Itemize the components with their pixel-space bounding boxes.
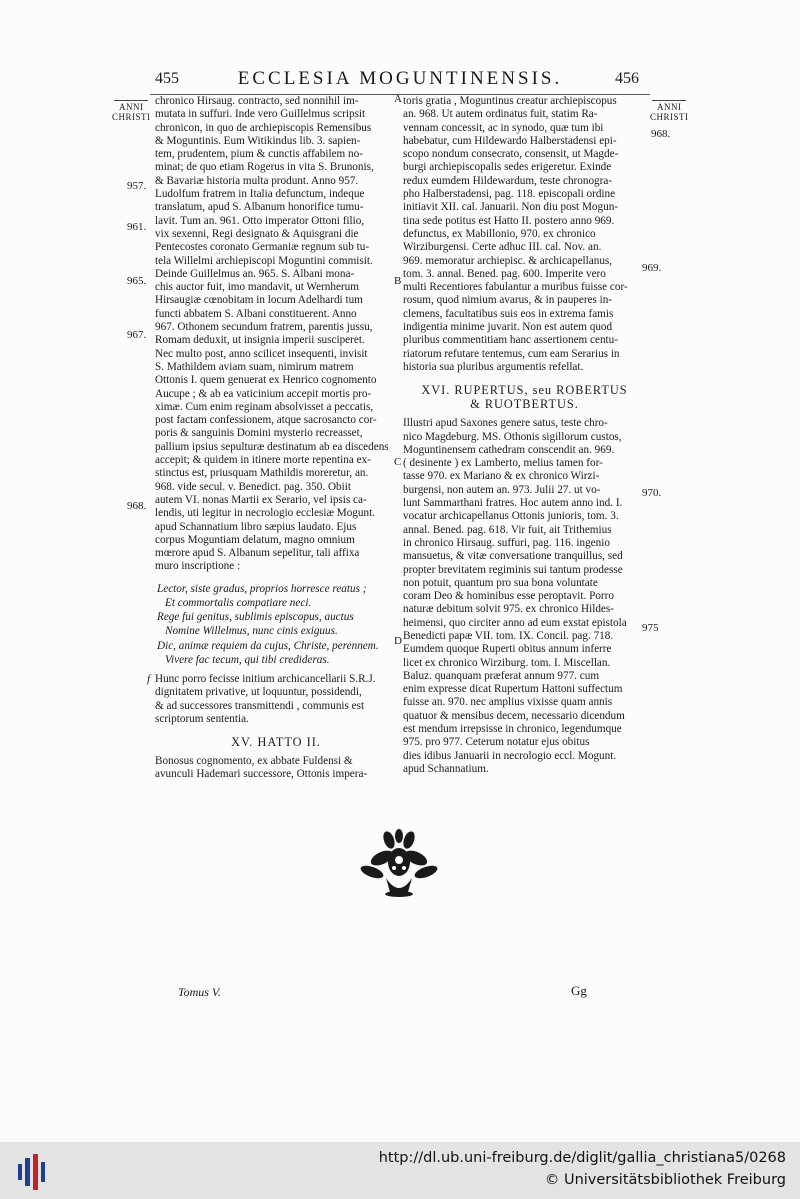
text-line: Romam deduxit, ut insignia imperii susciperet.	[155, 334, 365, 347]
text-line: scopo nondum consecrato, consensit, ut Magde-	[403, 148, 619, 161]
text-line: post factam confessionem, atque sacrosancto cor-	[155, 414, 377, 427]
text-line: chronico Hirsaug. contracto, sed nonnihil im-	[155, 95, 359, 107]
text-line: vennam concessit, ac in synodo, quæ tum ibi	[403, 121, 604, 134]
text-line: burgensi, non autem an. 973. Julii 27. ut vo-	[403, 483, 601, 496]
anni-christi-left	[112, 100, 151, 122]
text-line: lunt Sammarthani fratres. Hoc autem anno ind. I.	[403, 497, 623, 510]
floral-ornament	[356, 828, 442, 898]
text-line: coram Deo & hominibus esse peroptavit. Porro	[403, 590, 614, 603]
margin-year-975: 975	[642, 622, 659, 634]
epitaph-inscription	[157, 582, 397, 667]
margin-year-969: 969.	[642, 262, 662, 274]
text-line: pho Halberstadensi, pag. 118. episcopali ordine	[403, 188, 616, 201]
text-line: & Bavariæ historia multa produnt. Anno 957.	[155, 174, 359, 187]
margin-year-968-top: 968.	[651, 128, 671, 140]
text-line: quatuor & mensibus decem, necessario dicendum	[403, 709, 625, 722]
hatto-section-body	[155, 755, 397, 782]
text-line: 968. vide secul. v. Benedict. pag. 350. Obiit	[155, 480, 351, 493]
section-heading-rupertus-line1: XVI. RUPERTUS, seu ROBERTUS	[421, 383, 628, 398]
text-line: tem, prudentem, pium & cunctis affabilem no-	[155, 148, 363, 161]
margin-year-967: 967.	[127, 329, 147, 341]
text-line: nico Magdeburg. MS. Othonis sigillorum custos,	[403, 430, 622, 443]
text-line: habebatur, cum Hildewardo Halberstadensi epi-	[403, 134, 617, 147]
text-line: indigentia minime juvarit. Non est autem quod	[403, 321, 613, 334]
text-line: lavit. Tum an. 961. Otto imperator Ottoni filio,	[155, 214, 365, 227]
text-line: 967. Othonem secundum fratrem, parentis jussu,	[155, 321, 373, 334]
text-line: licet ex chronico Wirziburg. tom. I. Miscellan.	[403, 656, 611, 669]
text-line: pluribus commentitiam hanc assertionem centu-	[403, 334, 618, 347]
epitaph-line: Lector, siste gradus, proprios horresce reatus ;	[157, 582, 367, 595]
text-line: dies idibus Januarii in necrologio eccl. Mogunt.	[403, 749, 617, 762]
text-line: scriptorum sententia.	[155, 712, 249, 725]
right-text-column	[403, 95, 646, 776]
margin-year-957: 957.	[127, 180, 147, 192]
text-line: naturæ debitum solvit 975. ex chronico Hildes-	[403, 603, 614, 616]
text-line: S. Mathildem aviam suam, nimirum matrem	[155, 360, 354, 373]
text-line: tina sede potitus est Hatto II. postero anno 969.	[403, 214, 615, 227]
text-line: apud Schannatium libro sæpius laudato. Ejus	[155, 520, 357, 533]
text-line: dignitatem privative, ut loquuntur, possidendi,	[155, 686, 362, 699]
text-line: clemens, facultatibus suis eos in extrema famis	[403, 307, 614, 320]
section-mark-c: C	[394, 456, 402, 468]
text-line: vix sexenni, Regi designato & Aquisgrani die	[155, 227, 359, 240]
text-line: pallium ipsius sepulturæ destinatum ab ea discedens	[155, 440, 389, 453]
text-line: & ad successores transmittendi , communis est	[155, 699, 365, 712]
text-line: Bonosus cognomento, ex abbate Fuldensi &	[155, 755, 353, 768]
text-line: non potuit, quantum pro sua bona voluntate	[403, 576, 598, 589]
text-line: est mendum irrepsisse in chronico, legendumque	[403, 723, 622, 736]
text-line: Illustri apud Saxones genere satus, teste chro-	[403, 417, 608, 430]
page-number-left: 455	[155, 70, 179, 87]
text-line: lendis, uti legitur in necrologio ecclesiæ Mogunt.	[155, 507, 375, 520]
text-line: 969. memoratur archiepisc. & archicapellanus,	[403, 254, 613, 267]
text-line: propter brevitatem regiminis sui tantum prodesse	[403, 563, 623, 576]
text-line: Baluz. quanquam præferat annum 977. cum	[403, 669, 600, 682]
left-column-conclusion	[155, 673, 397, 726]
text-line: Ottonis I. quem genuerat ex Henrico cognomento	[155, 374, 377, 387]
text-line: Hirsaugiæ cœnobitam in locum Adelhardi tum	[155, 294, 363, 307]
text-line: rosum, quod nimium avarus, & in pauperes in-	[403, 294, 613, 307]
university-logo	[14, 1152, 54, 1192]
christi-label-right: CHRISTI	[650, 112, 689, 122]
text-line: an. 968. Ut autem ordinatus fuit, statim Ra-	[403, 108, 598, 121]
christi-label-left: CHRISTI	[112, 112, 151, 122]
epitaph-line: Et commortalis compatiare neci.	[165, 596, 312, 609]
text-line: Pentecostes coronato Germaniæ regnum sub tu-	[155, 241, 370, 254]
text-line: riatorum refutare tentemus, cum eam Serarius in	[403, 347, 620, 360]
text-line: burgi archiepiscopalis sedes erigeretur. Exinde	[403, 161, 612, 174]
left-column-body	[155, 95, 397, 574]
text-line: vocatur archicapellanus Ottonis junioris, tom. 3.	[403, 510, 619, 523]
margin-note-mark: f	[147, 673, 151, 685]
epitaph-line: Vivere fac tecum, qui tibi credideras.	[165, 653, 330, 666]
section-mark-d: D	[394, 635, 402, 647]
margin-year-968: 968.	[127, 500, 147, 512]
text-line: toris gratia , Moguntinus creatur archiepiscopus	[403, 95, 617, 107]
text-line: chis auctor fuit, imo mandavit, ut Wernherum	[155, 281, 359, 294]
text-line: chronicon, in quo de archiepiscopis Remensibus	[155, 121, 372, 134]
text-line: ximæ. Cum enim reginam absolvisset a peccatis,	[155, 400, 374, 413]
text-line: Wirziburgensi. Certe adhuc III. cal. Nov. an.	[403, 241, 602, 254]
section-heading-rupertus	[403, 383, 646, 411]
text-line: muro inscriptione :	[155, 560, 241, 573]
right-column-body	[403, 95, 646, 374]
text-line: heimensi, quo circiter anno ad eum exstat epistola	[403, 616, 627, 629]
text-line: functi abbatem S. Albani constituerent. Anno	[155, 307, 357, 320]
text-line: Nec multo post, anno scilicet insequenti, invisit	[155, 347, 368, 360]
copyright-notice: © Universitätsbibliothek Freiburg	[544, 1172, 786, 1188]
volume-label: Tomus V.	[178, 985, 221, 999]
epitaph-line: Rege fui genitus, sublimis episcopus, auctus	[157, 611, 354, 624]
text-line: avunculi Hademari successore, Ottonis impera-	[155, 768, 368, 781]
text-line: Hunc porro fecisse initium archicancellarii S.R.J.	[155, 672, 376, 685]
text-line: minat; de quo etiam Rogerus in vita S. Brunonis,	[155, 161, 374, 174]
anni-rule-left	[114, 100, 148, 101]
text-line: Ludolfum fratrem in Italia defunctum, indeque	[155, 188, 365, 201]
text-line: annal. Bened. pag. 618. Vir fuit, ait Trithemius	[403, 523, 612, 536]
gathering-signature: Gg	[571, 983, 587, 998]
page-number-right: 456	[615, 70, 639, 87]
margin-year-965: 965.	[127, 275, 147, 287]
text-line: poris & sanguinis Domini mysterio recreasset,	[155, 427, 363, 440]
text-line: mutata in suffuri. Inde vero Guillelmus scripsit	[155, 108, 366, 121]
text-line: apud Schannatium.	[403, 762, 489, 775]
text-line: Eumdem quoque Ruperti obitus annum inferre	[403, 643, 612, 656]
rupertus-section-body	[403, 417, 646, 776]
text-line: multi Recentiores fabulantur a muribus fuisse cor-	[403, 281, 628, 294]
text-line: Moguntinensem cathedram conscendit an. 969.	[403, 443, 615, 456]
text-line: Deinde Guillelmus an. 965. S. Albani mona-	[155, 267, 355, 280]
text-line: initiavit XII. cal. Januarii. Non diu post Mogun-	[403, 201, 619, 214]
section-mark-a: A	[394, 93, 402, 105]
epitaph-line: Nomine Willelmus, nunc cinis exiguus.	[165, 625, 338, 638]
text-line: autem VI. nonas Martii ex Serario, vel ipsis ca-	[155, 493, 367, 506]
text-line: Aucupe ; & ab ea vaticinium accepit mortis pro-	[155, 387, 372, 400]
text-line: enim expresse dicat Rupertum Hattoni suffectum	[403, 683, 623, 696]
text-line: stinctus est, priusquam Mathildis moreretur, an.	[155, 467, 369, 480]
text-line: ( desinente ) ex Lamberto, melius tamen for-	[403, 457, 603, 470]
section-heading-hatto: XV. HATTO II.	[231, 735, 321, 750]
anni-christi-right	[650, 100, 689, 122]
viewer-footer	[0, 1142, 800, 1199]
text-line: tasse 970. ex Mariano & ex chronico Wirzi-	[403, 470, 600, 483]
left-text-column	[155, 95, 397, 782]
text-line: defunctus, ex Mabillonio, 970. ex chronico	[403, 227, 596, 240]
text-line: mansuetus, & vitæ conversatione tranquillus, sed	[403, 550, 623, 563]
running-title: ECCLESIA MOGUNTINENSIS.	[237, 68, 563, 89]
anni-label-left: ANNI	[119, 102, 144, 112]
section-mark-b: B	[394, 275, 402, 287]
text-line: & Moguntinis. Eum Witikindus lib. 3. sapien-	[155, 134, 361, 147]
text-line: corpus Moguntiam delatum, magno omnium	[155, 533, 355, 546]
text-line: fuisse an. 970. nec amplius vixisse quam annis	[403, 696, 613, 709]
text-line: 975. pro 977. Ceterum notatur ejus obitus	[403, 736, 590, 749]
permalink-url[interactable]: http://dl.ub.uni-freiburg.de/diglit/gallia_christiana5/0268	[378, 1150, 786, 1166]
text-line: tela Willelmi archiepiscopi Moguntini commisit.	[155, 254, 373, 267]
text-line: in chronico Hirsaug. suffuri, pag. 116. ingenio	[403, 536, 610, 549]
text-line: Benedicti papæ VII. tom. IX. Concil. pag. 718.	[403, 629, 614, 642]
text-line: tom. 3. annal. Bened. pag. 600. Imperite vero	[403, 267, 606, 280]
epitaph-line: Dic, animæ requiem da cujus, Christe, perennem.	[157, 639, 379, 652]
margin-year-970: 970.	[642, 487, 662, 499]
anni-label-right: ANNI	[657, 102, 682, 112]
text-line: accepit; & quidem in itinere morte repentina ex-	[155, 454, 371, 467]
section-heading-rupertus-line2: & RUOTBERTUS.	[470, 397, 579, 412]
text-line: historia sua pluribus argumentis refellat.	[403, 360, 584, 373]
text-line: translatum, apud S. Albanum honorifice tumu-	[155, 201, 364, 214]
anni-rule-right	[652, 100, 686, 101]
text-line: redux eumdem Hildewardum, teste chronogra-	[403, 174, 613, 187]
margin-year-961: 961.	[127, 221, 147, 233]
text-line: mœrore apud S. Albanum sepelitur, tali affixa	[155, 547, 360, 560]
